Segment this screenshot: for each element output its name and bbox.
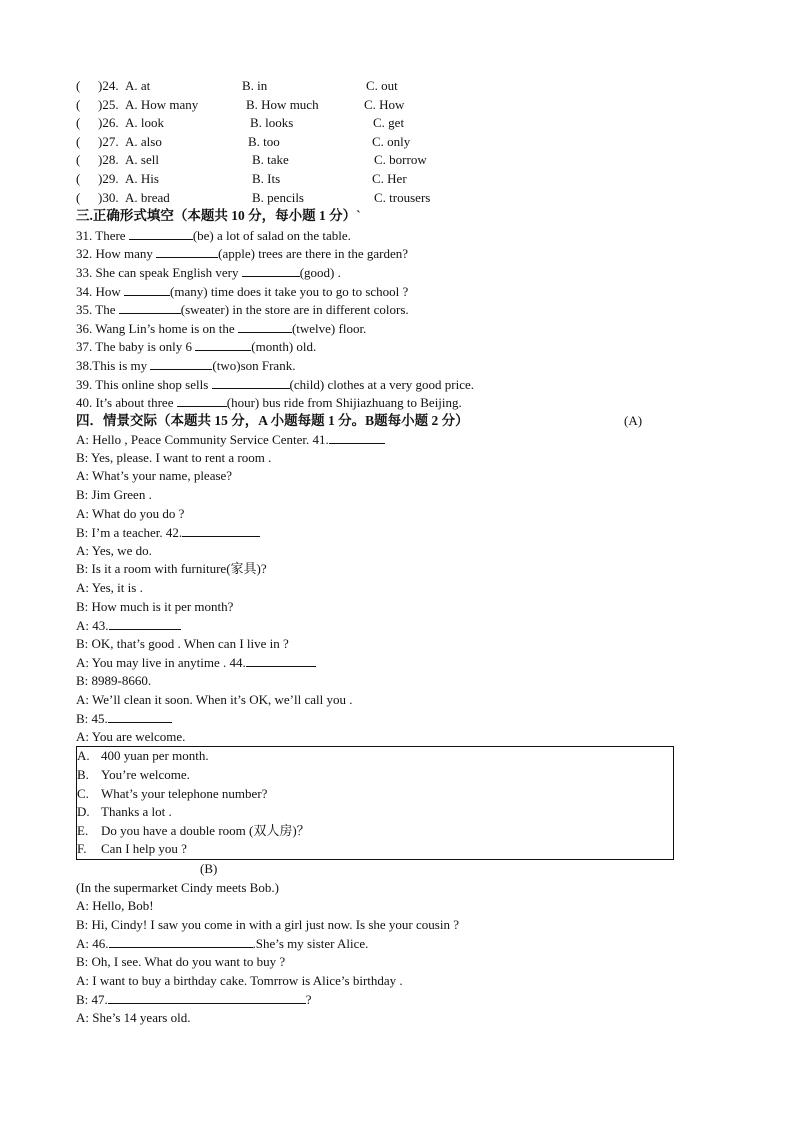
dialog-text: B: I’m a teacher. 42. [76, 525, 183, 541]
answer-paren[interactable]: ( [76, 78, 81, 93]
option-b[interactable]: B. take [252, 152, 289, 168]
option-text: Can I help you ? [101, 841, 187, 857]
item-prefix: 33. She can speak English very [76, 264, 242, 280]
fill-in-item [76, 337, 696, 356]
fill-in-item [76, 263, 696, 282]
dialog-line [76, 916, 696, 935]
dialog-text-after: .She’s my sister Alice. [252, 936, 369, 952]
question-number: )24. [98, 78, 119, 93]
dialog-b [76, 879, 696, 1028]
answer-paren[interactable]: ( [76, 170, 81, 186]
option-text: What’s your telephone number? [101, 785, 268, 801]
answer-blank[interactable] [156, 244, 218, 258]
dialog-text: A: I want to buy a birthday cake. Tomrrow is Alice’s birthday . [76, 972, 403, 988]
dialog-line [76, 990, 696, 1009]
dialog-text: B: 8989-8660. [76, 673, 152, 688]
item-suffix: (two)son Frank. [212, 357, 296, 373]
dialog-text: A: Yes, it is . [76, 580, 143, 596]
question-number: )26. [98, 115, 119, 131]
dialog-text: B: 47. [76, 992, 108, 1008]
option-c[interactable]: C. out [366, 78, 398, 93]
item-suffix: (many) time does it take you to go to school ? [170, 283, 409, 299]
option-label: F. [77, 841, 87, 857]
item-suffix: (good) . [299, 264, 341, 280]
dialog-a [76, 430, 696, 746]
option-a[interactable]: A. bread [125, 189, 170, 205]
option-label: B. [77, 766, 89, 782]
dialog-line [76, 972, 696, 991]
option-c[interactable]: C. How [364, 96, 405, 112]
answer-blank[interactable] [108, 990, 306, 1004]
dialog-text: A: She’s 14 years old. [76, 1009, 191, 1025]
dialog-line [76, 616, 696, 635]
choice-row [76, 114, 696, 133]
option-b[interactable]: B. pencils [252, 189, 304, 205]
answer-blank[interactable] [129, 226, 193, 240]
dialog-text: B: Jim Green . [76, 487, 152, 503]
choice-row [76, 151, 696, 170]
option-item [77, 803, 673, 822]
fill-in-item [76, 226, 696, 245]
item-prefix: 35. The [76, 302, 119, 318]
dialog-text: B: Is it a room with furniture(家具)? [76, 561, 267, 577]
answer-paren[interactable]: ( [76, 189, 81, 205]
option-b[interactable]: B. Its [252, 170, 281, 186]
dialog-line [76, 953, 696, 972]
item-prefix: 34. How [76, 283, 125, 299]
option-item [77, 840, 673, 859]
fill-in-item [76, 375, 696, 394]
choice-row [76, 133, 696, 152]
dialog-line [76, 635, 696, 654]
dialog-line [76, 728, 696, 747]
option-b[interactable]: B. How much [246, 96, 319, 112]
option-item [77, 766, 673, 785]
option-c[interactable]: C. trousers [374, 189, 431, 205]
dialog-line [76, 672, 696, 691]
choice-row [76, 77, 696, 96]
dialog-line [76, 486, 696, 505]
fill-in-item [76, 393, 696, 412]
option-item [77, 822, 673, 841]
item-suffix: (month) old. [251, 339, 317, 355]
dialog-line [76, 579, 696, 598]
options-box [76, 746, 674, 860]
dialog-text: A: Hello, Bob! [76, 898, 154, 914]
item-prefix: 38.This is my [76, 357, 151, 373]
answer-paren[interactable]: ( [76, 133, 81, 149]
item-prefix: 39. This online shop sells [76, 376, 212, 392]
dialog-text: (In the supermarket Cindy meets Bob.) [76, 879, 279, 895]
item-suffix: (hour) bus ride from Shijiazhuang to Beijing. [226, 395, 462, 411]
answer-blank[interactable] [109, 616, 181, 630]
answer-blank[interactable] [150, 356, 212, 370]
choice-row [76, 96, 696, 115]
choice-list [76, 77, 696, 207]
dialog-line [76, 449, 696, 468]
dialog-line [76, 560, 696, 579]
answer-blank[interactable] [329, 430, 385, 444]
fill-in-item [76, 356, 696, 375]
option-text: Do you have a double room (双人房)？ [101, 822, 310, 838]
dialog-text: B: Yes, please. I want to rent a room . [76, 449, 272, 465]
answer-paren[interactable]: ( [76, 96, 81, 112]
option-item [77, 785, 673, 804]
option-b[interactable]: B. looks [250, 115, 294, 131]
item-suffix: (be) a lot of salad on the table. [192, 227, 351, 243]
option-label: D. [77, 804, 90, 820]
option-a[interactable]: A. sell [125, 152, 159, 168]
item-suffix: (twelve) floor. [291, 320, 367, 336]
option-text: Thanks a lot . [101, 804, 172, 820]
dialog-text: B: 45. [76, 711, 108, 727]
options-list [77, 747, 673, 859]
item-prefix: 37. The baby is only 6 [76, 339, 196, 355]
item-suffix: (apple) trees are there in the garden? [218, 246, 409, 262]
dialog-line [76, 934, 696, 953]
question-number: )27. [98, 133, 119, 149]
fill-in-item [76, 300, 696, 319]
dialog-line [76, 430, 696, 449]
answer-blank[interactable] [212, 375, 290, 389]
answer-blank[interactable] [182, 523, 260, 537]
answer-blank[interactable] [238, 319, 292, 333]
option-c[interactable]: C. Her [372, 170, 407, 186]
dialog-line [76, 523, 696, 542]
answer-blank[interactable] [108, 709, 172, 723]
dialog-text: B: How much is it per month? [76, 598, 234, 614]
answer-blank[interactable] [195, 337, 251, 351]
item-prefix: 32. How many [76, 246, 157, 262]
fill-in-item [76, 319, 696, 338]
dialog-line [76, 467, 696, 486]
option-label: A. [77, 748, 90, 764]
answer-blank[interactable] [177, 393, 227, 407]
dialog-line [76, 505, 696, 524]
item-prefix: 40. It’s about three [76, 395, 177, 411]
choice-row [76, 189, 696, 208]
question-number: )28. [98, 152, 119, 168]
section-3-title: 三.正确形式填空（本题共 10 分，每小题 1 分）` [76, 208, 361, 224]
question-number: )30. [98, 189, 119, 205]
option-a[interactable]: A. look [125, 115, 164, 131]
part-b-label: (B) [200, 860, 218, 876]
option-item [77, 747, 673, 766]
option-c[interactable]: C. get [373, 115, 405, 131]
dialog-line [76, 598, 696, 617]
answer-blank[interactable] [119, 300, 181, 314]
option-label: E. [77, 822, 89, 838]
dialog-line [76, 691, 696, 710]
dialog-text: A: Yes, we do. [76, 542, 152, 558]
part-b-label-row [76, 860, 696, 879]
dialog-text: B: Hi, Cindy! I saw you come in with a girl just now. Is she your cousin ? [76, 916, 459, 932]
dialog-text: A: What’s your name, please? [76, 468, 233, 484]
item-prefix: 36. Wang Lin’s home is on the [76, 320, 238, 336]
dialog-text: A: 43. [76, 618, 109, 634]
answer-paren[interactable]: ( [76, 152, 81, 168]
question-number: )29. [98, 170, 119, 186]
dialog-text: B: Oh, I see. What do you want to buy ? [76, 953, 286, 969]
section-4-header [76, 412, 696, 431]
item-suffix: (child) clothes at a very good price. [289, 376, 475, 392]
option-a[interactable]: A. How many [125, 96, 199, 112]
dialog-text: A: You are welcome. [76, 728, 186, 744]
dialog-line [76, 897, 696, 916]
dialog-text: A: What do you do ? [76, 505, 185, 521]
dialog-text: A: 46. [76, 936, 109, 952]
part-a-label: (A) [624, 412, 643, 428]
item-suffix: (sweater) in the store are in different colors. [180, 302, 409, 318]
option-a[interactable]: A. at [125, 78, 151, 93]
option-c[interactable]: C. only [372, 133, 411, 149]
section-4-title: 四．情景交际（本题共 15 分，A 小题每题 1 分。B题每小题 2 分） [76, 412, 469, 428]
dialog-line [76, 653, 696, 672]
dialog-line [76, 1009, 696, 1028]
dialog-line [76, 879, 696, 898]
question-number: )25. [98, 96, 119, 112]
answer-paren[interactable]: ( [76, 115, 81, 131]
answer-blank[interactable] [242, 263, 300, 277]
dialog-text: A: Hello , Peace Community Service Center. 41. [76, 432, 329, 448]
dialog-text-after: ? [305, 992, 312, 1008]
dialog-line [76, 542, 696, 561]
answer-blank[interactable] [109, 934, 253, 948]
dialog-text: A: We’ll clean it soon. When it’s OK, we’ll call you . [76, 691, 353, 707]
answer-blank[interactable] [124, 282, 170, 296]
choice-row [76, 170, 696, 189]
option-text: You’re welcome. [101, 766, 190, 782]
option-a[interactable]: A. His [125, 170, 159, 186]
option-a[interactable]: A. also [125, 133, 162, 149]
option-b[interactable]: B. in [242, 78, 268, 93]
option-c[interactable]: C. borrow [374, 152, 427, 168]
dialog-line [76, 709, 696, 728]
option-text: 400 yuan per month. [101, 748, 209, 764]
fill-in-item [76, 282, 696, 301]
item-prefix: 31. There [76, 227, 129, 243]
fill-in-item [76, 244, 696, 263]
option-label: C. [77, 785, 89, 801]
dialog-text: A: You may live in anytime . 44. [76, 655, 246, 671]
option-b[interactable]: B. too [248, 133, 280, 149]
fill-in-list [76, 226, 696, 412]
worksheet-page [76, 77, 696, 1027]
dialog-text: B: OK, that’s good . When can I live in ? [76, 635, 289, 651]
answer-blank[interactable] [246, 653, 316, 667]
